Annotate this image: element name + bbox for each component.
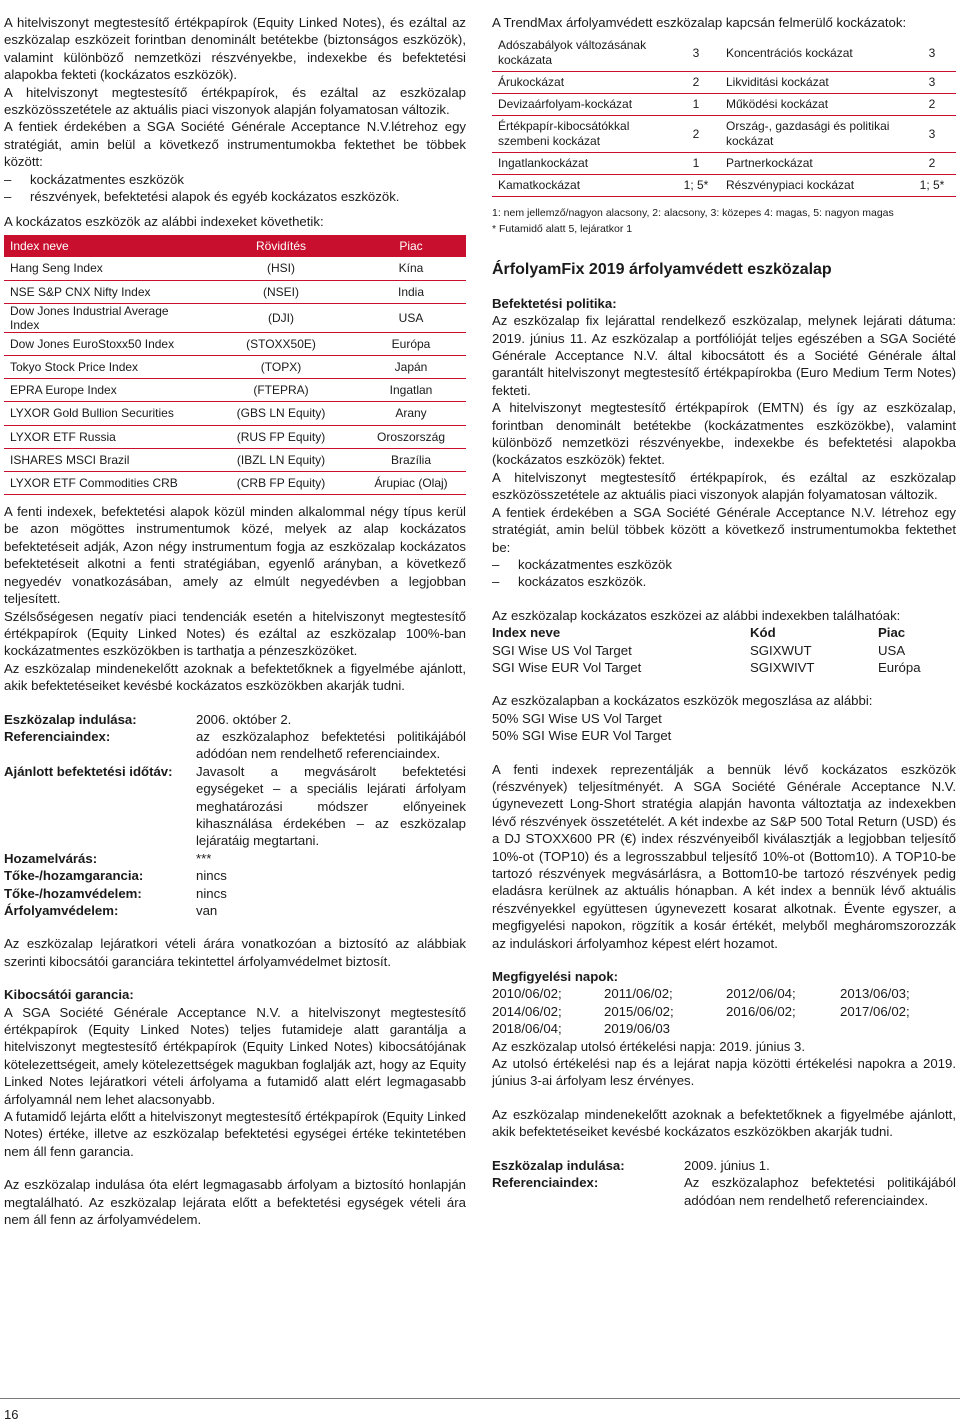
split-us: 50% SGI Wise US Vol Target xyxy=(492,710,662,726)
footer-divider xyxy=(0,1398,960,1399)
risk-table xyxy=(492,35,956,197)
kv-row-guarantee: Tőke-/hozamgarancia: nincs xyxy=(4,868,227,884)
index-table xyxy=(4,235,466,495)
observation-last: Az eszközalap utolsó értékelési napja: 2019. június 3. xyxy=(492,1038,806,1054)
lowest-paragraph: Az eszközalap indulása óta elért legmagasabb árfolyam a biztosító honlapján megtalálható. Az eszközalap lejárata előtt a befektetési egységek vételi ára nem áll fenn az árfolyamvédelem. xyxy=(4,1177,466,1228)
index-table-header xyxy=(4,235,466,257)
table-row: Hang Seng Index (HSI) Kína xyxy=(4,257,466,280)
kv-row-protection: Tőke-/hozamvédelem: nincs xyxy=(4,885,227,901)
left-column xyxy=(4,14,466,1229)
codes-intro: Az eszközalap kockázatos eszközei az alábbi indexekben találhatóak: xyxy=(492,607,901,623)
table-row: EPRA Europe Index (FTEPRA) Ingatlan xyxy=(4,379,466,402)
table-row: Dow Jones Industrial Average Index (DJI) USA xyxy=(4,303,466,332)
split-eur: 50% SGI Wise EUR Vol Target xyxy=(492,728,672,744)
list-item: – részvények, befektetési alapok és egyéb kockázatos eszközök. xyxy=(4,189,400,205)
maturity-paragraph: Az eszközalap lejáratkori vételi árára vonatkozóan a biztosító az alábbiak szerinti kibocsátói garanciára tekintettel árfolyamvédelmet biztosít. xyxy=(4,936,466,969)
guarantee-title: Kibocsátói garancia: xyxy=(4,987,134,1003)
recommend-paragraph: Az eszközalap mindenekelőtt azoknak a befektetőknek a figyelmébe ajánlott, akik befektetéseiket kevésbé kockázatos eszközökben akarják tudni. xyxy=(4,660,466,694)
list-item: – kockázatmentes eszközök xyxy=(492,556,672,572)
observation-price: Az utolsó értékelési nap és a lejárat napja közötti értékelési napokra a 2019. június 3-ai árfolyam lesz érvényes. xyxy=(492,1056,956,1089)
risk-note-scale: 1: nem jellemző/nagyon alacsony, 2: alacsony, 3: közepes 4: magas, 5: nagyon magas xyxy=(492,207,894,220)
codes-table: Index neve Kód Piac SGI Wise US Vol Target SGIXWUT USA SGI Wise EUR Vol Target SGIXWIVT Európa xyxy=(492,625,921,675)
policy-paragraph-4: A fentiek érdekében a SGA Société Générale Acceptance N.V. létrehoz egy stratégiát, amin belül többek között a következő instrumentumokba fektethet be: xyxy=(492,504,956,555)
table-row: LYXOR ETF Commodities CRB (CRB FP Equity) Árupiac (Olaj) xyxy=(4,471,466,494)
policy-paragraph-1: Az eszközalap fix lejárattal rendelkező eszközalap, melynek lejárati dátuma: 2019. június 11. Az eszközalap a portfólióját teljes egészében a SGA Société Générale Acceptance N.V. által kibocsátott és a Société Générale által garantált hitelviszonyt megtestesítő értékpapírokba (Euro Medium Term Notes) fekteti. xyxy=(492,313,956,398)
table-row: LYXOR Gold Bullion Securities (GBS LN Equity) Arany xyxy=(4,402,466,425)
index-intro: A kockázatos eszközök az alábbi indexeket követhetik: xyxy=(4,214,324,230)
kv-row-yield: Hozamelvárás: *** xyxy=(4,850,212,866)
table-row: NSE S&P CNX Nifty Index (NSEI) India xyxy=(4,280,466,303)
kv-row-price-protection: Árfolyamvédelem: van xyxy=(4,903,218,918)
list-item: – kockázatmentes eszközök xyxy=(4,171,184,187)
list-item: – kockázatos eszközök. xyxy=(492,574,647,590)
header-market: Piac xyxy=(399,238,423,253)
kv-row-reference: Referenciaindex: Az eszközalaphoz befektetési politikájából adódóan nem rendelhető referenciaindex. xyxy=(492,1175,956,1208)
intro-paragraph-1: A hitelviszonyt megtestesítő értékpapírok (Equity Linked Notes), és ezáltal az eszközalap eszközeit forintban denominált betétekbe (biztonságos eszközök), valamint különböző nemzetközi részvényekbe, indexekbe és befektetési alapokba fekteti (kockázatos eszközök). xyxy=(4,15,466,83)
table-row: Devizaárfolyam-kockázat 1 Működési kockázat 2 xyxy=(492,94,956,116)
fund-title: ÁrfolyamFix 2019 árfolyamvédett eszközalap xyxy=(492,261,832,279)
table-row: Ingatlankockázat 1 Partnerkockázat 2 xyxy=(492,153,956,175)
strategy-paragraph: A fenti indexek reprezentálják a bennük lévő kockázatos eszközök (részvények) teljesítményét. A SGA Société Générale Acceptance N.V. úgynevezett Long-Short stratégia alapján havonta változtatja az indexekben lévő részvények összetételét. A két indexbe az S&P 500 Total Return (USD) és a DJ STOXX600 PR (€) index részvényeiből kiválasztják a legjobban teljesítő 10%-ot (TOP10) és a legrosszabbul teljesítő 10%-ot (Bottom10). A TOP10-be tartozó részvények megvásárlásra, a Bottom10-be tartozó részvények pedig eladásra kerülnek az aktuális hónapban. A két index a bennük lévő aktuális részvényekkel együttesen úgynevezett kosarat alkotnak. Évente egyszer, a megfigyelési napokon, rögzítik a kosár értékét, melyből megháromszorozzák az induláskori árfolyamhoz képest elért hozamot. xyxy=(492,761,956,951)
kv-row-reference: Referenciaindex: az eszközalaphoz befektetési politikájából adódóan nem rendelhető referenciaindex. xyxy=(4,728,466,762)
table-row: Tokyo Stock Price Index (TOPX) Japán xyxy=(4,355,466,378)
table-row: Adószabályok változásának kockázata 3 Koncentrációs kockázat 3 xyxy=(492,35,956,72)
table-row: Árukockázat 2 Likviditási kockázat 3 xyxy=(492,72,956,94)
intro-paragraph-2: A hitelviszonyt megtestesítő értékpapírok, és ezáltal az eszközalap eszközösszetétele az aktuális piaci viszonyok alapján folyamatosan változik. xyxy=(4,84,466,118)
table-row: Dow Jones EuroStoxx50 Index (STOXX50E) Európa xyxy=(4,332,466,355)
risk-title: A TrendMax árfolyamvédett eszközalap kapcsán felmerülő kockázatok: xyxy=(492,15,907,30)
intro-paragraph-3 xyxy=(4,118,466,170)
right-column xyxy=(492,14,956,1209)
observation-dates: 2010/06/02; 2011/06/02; 2012/06/04; 2013/06/03; 2014/06/02; 2015/06/02; 2016/06/02; 2017/06/02; 2018/06/04; 2019/06/03 xyxy=(492,986,910,1037)
table-row: Kamatkockázat 1; 5* Részvénypiaci kockázat 1; 5* xyxy=(492,175,956,197)
intro-3b: létrehoz egy stratégiát, amin belül a következő instrumentumokba fektethet be többek között: xyxy=(4,119,466,170)
table-row: ISHARES MSCI Brazil (IBZL LN Equity) Brazília xyxy=(4,448,466,471)
indexes-paragraph: A fenti indexek, befektetési alapok közül minden alkalommal négy típus kerül be azon mögöttes instrumentumok közé, melyek az alap kockázatos befektetéseit adják, Azon négy instrumentum fogja az eszközalap kockázatos befektetéseit alkotni a fenti stratégiában, egyenlő arányban, a következő negyedév vonatkozásában, amely az elmúlt negyedévben a legjobban teljesített. xyxy=(4,504,466,607)
policy-paragraph-2: A hitelviszonyt megtestesítő értékpapírok (EMTN) és így az eszközalap, forintban denominált betétekbe (kockázatmentes eszközökbe), valamint különböző nemzetközi részvényekbe, indexekbe és befektetési alapokba (kockázatos eszközök) fektet. xyxy=(492,400,956,468)
policy-paragraph-3: A hitelviszonyt megtestesítő értékpapírok, és ezáltal az eszközalap eszközösszetétele az aktuális piaci viszonyok alapján folyamatosan változik. xyxy=(492,469,956,503)
risk-note-maturity: * Futamidő alatt 5, lejáratkor 1 xyxy=(492,223,633,236)
kv-row-start: Eszközalap indulása: 2009. június 1. xyxy=(492,1157,770,1173)
page-number: 16 xyxy=(4,1407,19,1422)
kv-row-horizon: Ajánlott befektetési időtáv: Javasolt a megvásárolt befektetési egységeket – a speciális lejárati árfolyam meghatározási módszer előnyeinek kihasználása érdekében – az eszközalap lejáratáig megtartani. xyxy=(4,763,466,849)
guarantee-paragraph: A SGA Société Générale Acceptance N.V. a hitelviszonyt megtestesítő értékpapírok (Equity Linked Notes) teljes futamideje alatt garantálja a hitelviszonyt megtestesítő értékpapírok (Equity Linked Notes) kibocsátójának kötelezettségeit, amely kötelezettségek magukban foglalják azt, hogy az Equity Linked Notes lejáratkori vételi árfolyama a futamidő alatt elért legmagasabb árfolyamnál nem lehet alacsonyabb. xyxy=(4,1004,466,1107)
table-row: LYXOR ETF Russia (RUS FP Equity) Oroszország xyxy=(4,425,466,448)
guarantee-paragraph-2: A futamidő lejárta előtt a hitelviszonyt megtestesítő értékpapírok (Equity Linked Notes) értéke, illetve az eszközalap befektetési egységei értéke tekintetében nem áll fenn garancia. xyxy=(4,1109,466,1159)
kv-row-start: Eszközalap indulása: 2006. október 2. xyxy=(4,711,292,727)
policy-title: Befektetési politika: xyxy=(492,295,617,311)
header-index-name: Index neve xyxy=(10,238,69,253)
intro-3a: A fentiek érdekében a SGA Société Générale Acceptance N.V. xyxy=(4,119,392,135)
extreme-paragraph: Szélsőségesen negatív piaci tendenciák esetén a hitelviszonyt megtestesítő értékpapírok (Equity Linked Notes) és ezáltal az eszközalap 100%-ban kockázatmentes eszközökben is tarthatja a pénzeszközöket. xyxy=(4,608,466,659)
observation-title: Megfigyelési napok: xyxy=(492,969,619,985)
header-abbrev: Rövidítés xyxy=(255,238,307,253)
table-row: Értékpapír-kibocsátókkal szembeni kockázat 2 Ország-, gazdasági és politikai kockázat 3 xyxy=(492,116,956,153)
split-intro: Az eszközalapban a kockázatos eszközök megoszlása az alábbi: xyxy=(492,693,873,709)
recommend-paragraph: Az eszközalap mindenekelőtt azoknak a befektetőknek a figyelmébe ajánlott, akik befektetéseiket kevésbé kockázatos eszközökben akarják tudni. xyxy=(492,1106,956,1140)
